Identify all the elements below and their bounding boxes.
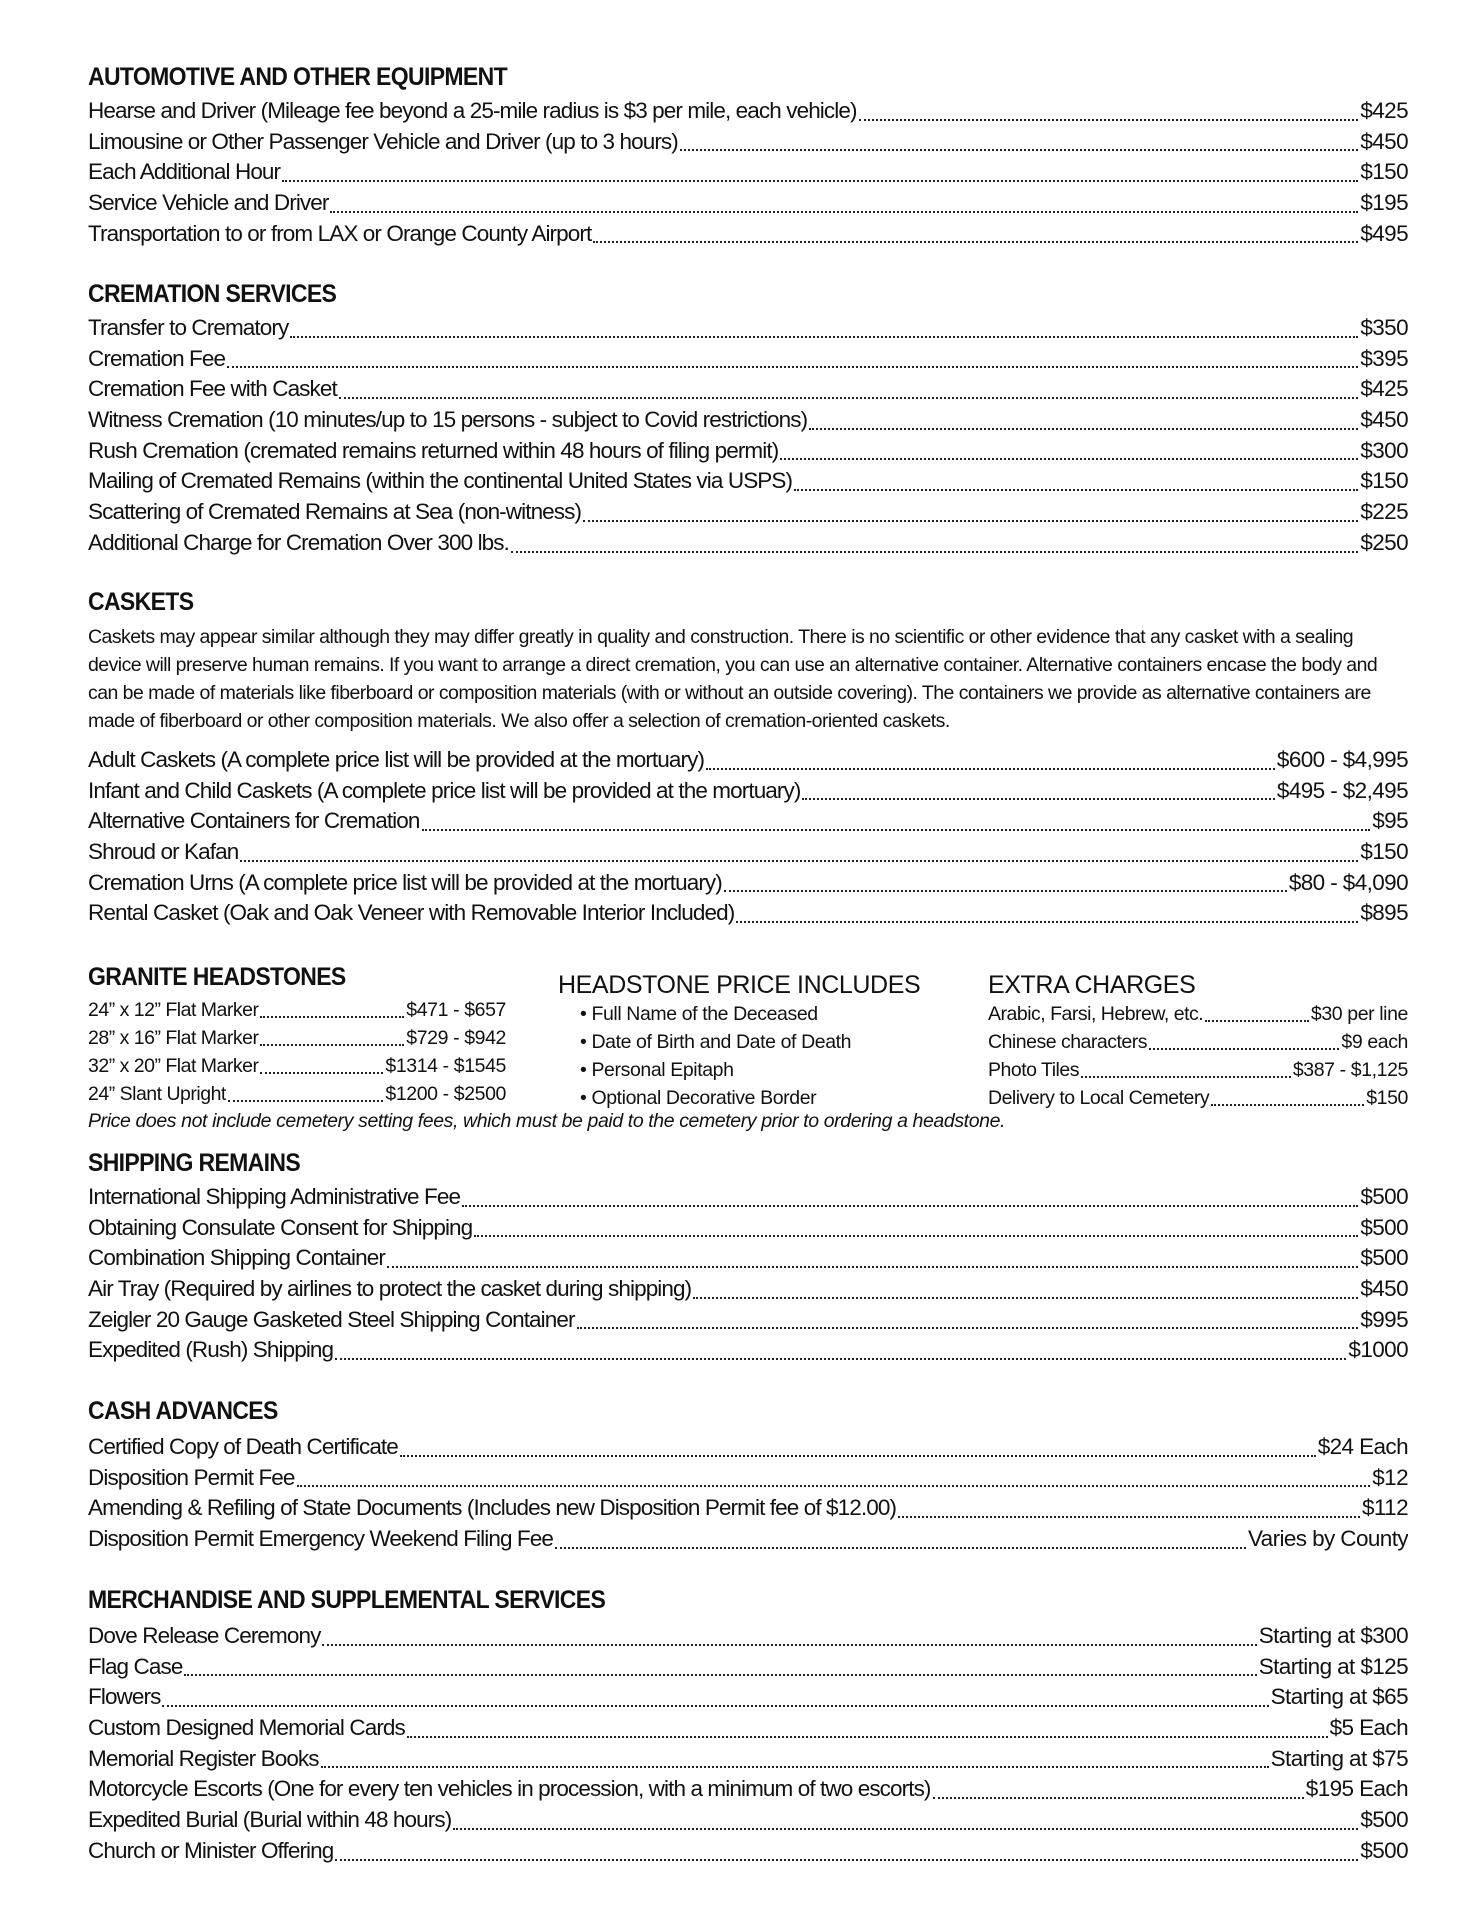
- section-title: GRANITE HEADSTONES: [88, 963, 346, 991]
- item-label: Adult Caskets (A complete price list will be provided at the mortuary): [88, 747, 705, 772]
- dot-leader: [780, 458, 1358, 460]
- item-price: Starting at $75: [1270, 1745, 1408, 1771]
- item-label: Custom Designed Memorial Cards: [88, 1715, 405, 1741]
- dot-leader: [260, 1016, 404, 1018]
- item-price: $5 Each: [1329, 1715, 1408, 1741]
- dot-leader: [802, 798, 1274, 800]
- item-price: $729 - $942: [406, 1027, 506, 1049]
- price-row: [88, 868, 1408, 899]
- price-row: [88, 1493, 1408, 1524]
- dot-leader: [321, 1766, 1269, 1768]
- headstone-note: Price does not include cemetery setting fees, which must be paid to the cemetery prior to ordering a headstone.: [88, 1110, 1006, 1132]
- price-row: [88, 1274, 1408, 1305]
- item-price: $500: [1360, 1837, 1408, 1863]
- price-row: [88, 1463, 1408, 1494]
- price-row: [88, 96, 1408, 127]
- item-label: Cremation Fee: [88, 345, 226, 371]
- section-title: CASKETS: [88, 588, 194, 616]
- item-label: International Shipping Administrative Fee: [88, 1184, 461, 1209]
- dot-leader: [407, 1736, 1328, 1738]
- bullet-item: • Date of Birth and Date of Death: [580, 1031, 852, 1053]
- item-price: $500: [1360, 1807, 1408, 1833]
- item-label: Disposition Permit Emergency Weekend Filing Fee: [88, 1526, 553, 1552]
- item-price: $12: [1372, 1464, 1408, 1490]
- section-cash-advances: [88, 1396, 1408, 1555]
- item-label: Church or Minister Offering: [88, 1837, 334, 1863]
- dot-leader: [422, 829, 1371, 831]
- price-row: [88, 776, 1408, 807]
- price-row: [88, 1335, 1408, 1366]
- item-price: $425: [1360, 376, 1408, 402]
- extra-charges: [988, 962, 1408, 1112]
- item-label: Infant and Child Caskets (A complete price list will be provided at the mortuary): [88, 777, 801, 803]
- dot-leader: [593, 241, 1358, 243]
- headstone-includes: [558, 962, 958, 1112]
- item-label: Flag Case: [88, 1653, 183, 1679]
- dot-leader: [184, 1674, 1256, 1676]
- item-label: Rental Casket (Oak and Oak Veneer with Removable Interior Included): [88, 900, 735, 926]
- dot-leader: [809, 428, 1358, 430]
- dot-leader: [453, 1828, 1358, 1830]
- item-label: 24” Slant Upright: [88, 1083, 226, 1105]
- dot-leader: [282, 180, 1358, 182]
- price-row: [88, 157, 1408, 188]
- price-row: [88, 1182, 1408, 1213]
- price-row: [88, 1213, 1408, 1244]
- item-price: $150: [1360, 468, 1408, 494]
- dot-leader: [724, 890, 1287, 892]
- item-label: 24” x 12” Flat Marker: [88, 999, 259, 1021]
- item-price: $225: [1360, 499, 1408, 525]
- item-price: $300: [1360, 437, 1408, 463]
- item-price: $150: [1360, 159, 1408, 185]
- dot-leader: [322, 1644, 1256, 1646]
- item-label: Flowers: [88, 1684, 161, 1710]
- item-price: $395: [1360, 345, 1408, 371]
- item-price: Varies by County: [1247, 1526, 1408, 1552]
- item-price: $995: [1360, 1306, 1408, 1332]
- item-price: $250: [1360, 529, 1408, 555]
- dot-leader: [680, 149, 1358, 151]
- dot-leader: [898, 1516, 1360, 1518]
- dot-leader: [400, 1455, 1316, 1457]
- item-label: Photo Tiles: [988, 1059, 1079, 1081]
- dot-leader: [1205, 1020, 1309, 1022]
- includes-list: [558, 1000, 958, 1112]
- caskets-description: Caskets may appear similar although they may differ greatly in quality and construction. There is no scientific or other evidence that any casket with a sealing device will preserve human remains. If you want to arrange a direct cremation, you can use an alternative container. Alternative containers encase the body and can be made of materials like fiberboard or composition materials (with or without an outside covering). The containers we provide as alternative containers are made of fiberboard or other composition materials. We also offer a selection of cremation-oriented caskets.: [88, 626, 1378, 732]
- item-price: $425: [1360, 98, 1408, 123]
- price-list: [88, 313, 1408, 559]
- item-price: $1200 - $2500: [385, 1083, 506, 1105]
- price-row: [88, 1305, 1408, 1336]
- item-price: $195: [1360, 190, 1408, 216]
- item-price: $195 Each: [1305, 1776, 1408, 1802]
- price-row: [88, 1052, 506, 1080]
- price-list: [88, 1182, 1408, 1366]
- item-label: Memorial Register Books: [88, 1745, 319, 1771]
- section-title: MERCHANDISE AND SUPPLEMENTAL SERVICES: [88, 1586, 606, 1614]
- price-row: [88, 1774, 1408, 1805]
- price-row: [88, 1524, 1408, 1555]
- dot-leader: [330, 211, 1358, 213]
- dot-leader: [583, 520, 1358, 522]
- dot-leader: [1081, 1076, 1291, 1078]
- item-label: Obtaining Consulate Consent for Shipping: [88, 1214, 473, 1240]
- price-row: [88, 1652, 1408, 1683]
- dot-leader: [335, 1859, 1358, 1861]
- price-row: [88, 436, 1408, 467]
- item-price: $387 - $1,125: [1292, 1059, 1408, 1081]
- dot-leader: [227, 366, 1358, 368]
- item-label: Cremation Fee with Casket: [88, 376, 337, 402]
- price-row: [88, 1713, 1408, 1744]
- dot-leader: [1149, 1048, 1339, 1050]
- dot-leader: [260, 1072, 383, 1074]
- price-row: [988, 1000, 1408, 1028]
- item-price: $30 per line: [1310, 1003, 1408, 1025]
- item-price: $495 - $2,495: [1276, 777, 1408, 803]
- item-label: Expedited Burial (Burial within 48 hours): [88, 1807, 452, 1833]
- dot-leader: [339, 397, 1358, 399]
- price-row: [88, 898, 1408, 929]
- item-price: $500: [1360, 1214, 1408, 1240]
- item-price: Starting at $125: [1258, 1653, 1408, 1679]
- extra-list: [988, 1000, 1408, 1112]
- dot-leader: [794, 489, 1358, 491]
- price-row: [988, 1028, 1408, 1056]
- item-label: Hearse and Driver (Mileage fee beyond a 25-mile radius is $3 per mile, each vehicle): [88, 98, 857, 123]
- price-row: [88, 219, 1408, 250]
- item-price: $500: [1360, 1184, 1408, 1209]
- item-price: $450: [1360, 1276, 1408, 1302]
- dot-leader: [290, 336, 1358, 338]
- item-price: $895: [1360, 900, 1408, 926]
- item-price: $471 - $657: [406, 999, 506, 1021]
- item-label: Expedited (Rush) Shipping: [88, 1337, 334, 1363]
- price-row: [88, 745, 1408, 776]
- item-label: Certified Copy of Death Certificate: [88, 1434, 398, 1459]
- item-label: Amending & Refiling of State Documents (Includes new Disposition Permit fee of $12.00): [88, 1495, 897, 1521]
- item-label: Scattering of Cremated Remains at Sea (non-witness): [88, 499, 582, 525]
- item-label: 28” x 16” Flat Marker: [88, 1027, 259, 1049]
- item-price: $150: [1360, 839, 1408, 865]
- dot-leader: [162, 1705, 1268, 1707]
- dot-leader: [1211, 1104, 1364, 1106]
- dot-leader: [335, 1358, 1346, 1360]
- price-row: [88, 374, 1408, 405]
- headstone-prices: [88, 962, 506, 1108]
- item-label: Transportation to or from LAX or Orange County Airport: [88, 220, 592, 246]
- price-list: [88, 96, 1408, 249]
- section-title: AUTOMOTIVE AND OTHER EQUIPMENT: [88, 63, 507, 91]
- price-row: [88, 1805, 1408, 1836]
- dot-leader: [462, 1205, 1358, 1207]
- headstone-list: [88, 996, 506, 1108]
- item-label: Shroud or Kafan: [88, 839, 239, 865]
- section-title: CASH ADVANCES: [88, 1397, 278, 1425]
- section-title: SHIPPING REMAINS: [88, 1149, 301, 1177]
- item-label: Dove Release Ceremony: [88, 1623, 321, 1648]
- item-label: Additional Charge for Cremation Over 300 lbs.: [88, 529, 509, 555]
- includes-title: HEADSTONE PRICE INCLUDES: [558, 971, 921, 999]
- item-label: Mailing of Cremated Remains (within the continental United States via USPS): [88, 468, 793, 494]
- item-label: Motorcycle Escorts (One for every ten vehicles in procession, with a minimum of two escorts): [88, 1776, 931, 1802]
- item-price: $350: [1360, 315, 1408, 340]
- section-headstones: [88, 962, 1408, 1132]
- section-title: CREMATION SERVICES: [88, 280, 337, 308]
- price-list: [88, 745, 1408, 929]
- price-row: [88, 497, 1408, 528]
- price-list: [88, 1621, 1408, 1867]
- item-label: Cremation Urns (A complete price list will be provided at the mortuary): [88, 869, 722, 895]
- item-price: $1000: [1348, 1337, 1408, 1363]
- item-label: Transfer to Crematory: [88, 315, 289, 340]
- section-automotive: [88, 62, 1408, 249]
- price-row: [88, 528, 1408, 559]
- item-price: $95: [1372, 808, 1408, 834]
- item-label: 32” x 20” Flat Marker: [88, 1055, 259, 1077]
- item-label: Combination Shipping Container: [88, 1245, 385, 1271]
- price-row: [88, 405, 1408, 436]
- item-price: $600 - $4,995: [1276, 747, 1408, 772]
- item-price: $112: [1362, 1495, 1408, 1521]
- dot-leader: [474, 1235, 1358, 1237]
- dot-leader: [706, 768, 1275, 770]
- dot-leader: [693, 1297, 1358, 1299]
- item-label: Delivery to Local Cemetery: [988, 1087, 1210, 1109]
- price-row: [88, 1682, 1408, 1713]
- item-price: $450: [1360, 407, 1408, 433]
- dot-leader: [297, 1485, 1371, 1487]
- item-label: Chinese characters: [988, 1031, 1147, 1053]
- item-label: Arabic, Farsi, Hebrew, etc.: [988, 1003, 1204, 1025]
- price-row: [988, 1084, 1408, 1112]
- item-label: Service Vehicle and Driver: [88, 190, 329, 216]
- item-price: $450: [1360, 128, 1408, 154]
- item-label: Alternative Containers for Cremation: [88, 808, 420, 834]
- price-row: [88, 1621, 1408, 1652]
- dot-leader: [260, 1044, 404, 1046]
- item-price: $495: [1360, 220, 1408, 246]
- item-price: $150: [1366, 1087, 1408, 1109]
- bullet-item: • Personal Epitaph: [580, 1059, 734, 1081]
- price-row: [88, 1836, 1408, 1867]
- bullet-item: • Optional Decorative Border: [580, 1087, 817, 1109]
- price-row: [88, 313, 1408, 344]
- item-label: Limousine or Other Passenger Vehicle and Driver (up to 3 hours): [88, 128, 678, 154]
- dot-leader: [577, 1327, 1359, 1329]
- price-row: [88, 344, 1408, 375]
- item-label: Each Additional Hour: [88, 159, 281, 185]
- price-row: [88, 466, 1408, 497]
- section-caskets: [88, 587, 1408, 929]
- section-cremation: [88, 279, 1408, 559]
- price-row: [88, 1432, 1408, 1463]
- section-merchandise: [88, 1585, 1408, 1867]
- item-label: Zeigler 20 Gauge Gasketed Steel Shipping Container: [88, 1306, 575, 1332]
- price-row: [88, 127, 1408, 158]
- dot-leader: [511, 551, 1358, 553]
- dot-leader: [387, 1266, 1358, 1268]
- item-label: Disposition Permit Fee: [88, 1464, 295, 1490]
- price-row: [88, 1080, 506, 1108]
- item-price: Starting at $65: [1270, 1684, 1408, 1710]
- item-label: Air Tray (Required by airlines to protect the casket during shipping): [88, 1276, 692, 1302]
- item-price: $9 each: [1341, 1031, 1408, 1053]
- extra-title: EXTRA CHARGES: [988, 971, 1196, 999]
- item-price: $24 Each: [1317, 1434, 1408, 1459]
- item-price: Starting at $300: [1258, 1623, 1408, 1648]
- item-label: Rush Cremation (cremated remains returned within 48 hours of filing permit): [88, 437, 779, 463]
- price-row: [88, 996, 506, 1024]
- section-shipping: [88, 1148, 1408, 1366]
- dot-leader: [933, 1797, 1304, 1799]
- dot-leader: [859, 119, 1359, 121]
- price-row: [88, 837, 1408, 868]
- price-row: [88, 1024, 506, 1052]
- item-price: $1314 - $1545: [385, 1055, 506, 1077]
- dot-leader: [240, 860, 1358, 862]
- price-list: [88, 1432, 1408, 1555]
- item-label: Witness Cremation (10 minutes/up to 15 persons - subject to Covid restrictions): [88, 407, 808, 433]
- dot-leader: [228, 1100, 384, 1102]
- item-price: $500: [1360, 1245, 1408, 1271]
- item-price: $80 - $4,090: [1288, 869, 1408, 895]
- price-row: [88, 806, 1408, 837]
- price-row: [88, 188, 1408, 219]
- dot-leader: [555, 1547, 1246, 1549]
- price-row: [88, 1744, 1408, 1775]
- dot-leader: [736, 921, 1358, 923]
- price-row: [988, 1056, 1408, 1084]
- price-row: [88, 1243, 1408, 1274]
- bullet-item: • Full Name of the Deceased: [580, 1003, 818, 1025]
